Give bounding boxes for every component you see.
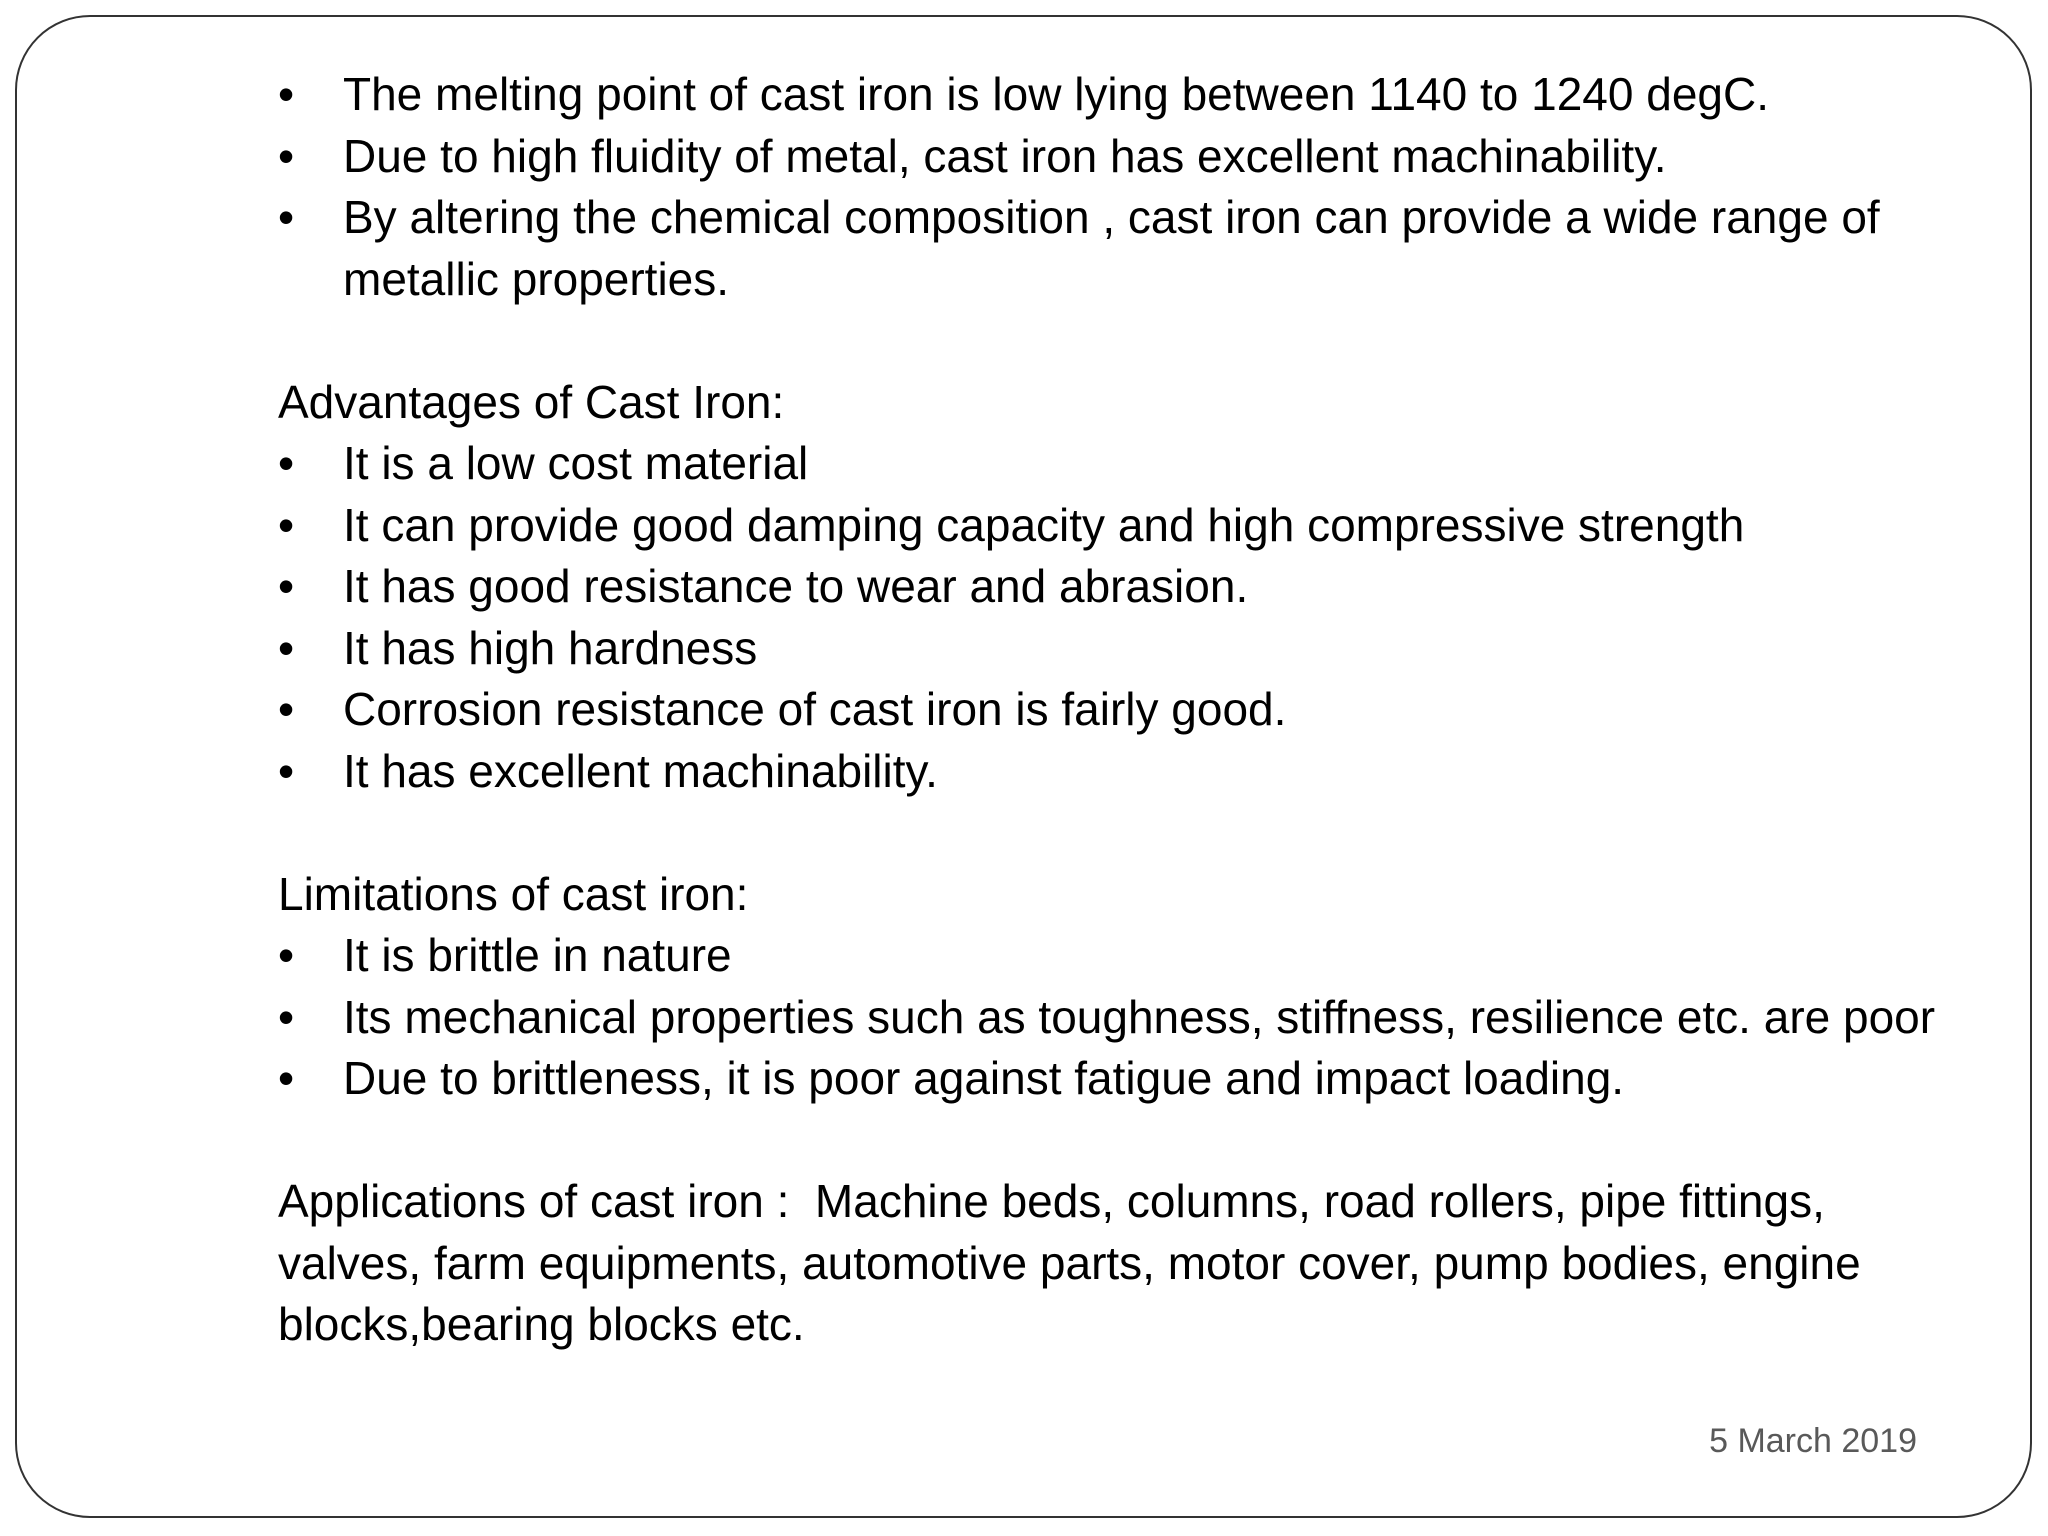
bullet-icon: • — [278, 683, 295, 735]
limitation-text: It is brittle in nature — [343, 929, 732, 981]
list-item — [278, 556, 1968, 618]
advantage-text: It has high hardness — [343, 621, 758, 674]
bullet-icon: • — [278, 929, 295, 981]
list-item — [278, 187, 1968, 310]
bullet-icon: • — [278, 68, 295, 120]
list-item — [278, 495, 1968, 557]
advantage-text: It can provide good damping capacity and high compressive strength — [343, 498, 1745, 551]
limitation-text: Its mechanical properties such as toughness, stiffness, resilience etc. are poor — [343, 990, 1936, 1043]
list-item — [278, 925, 1968, 987]
slide-content — [278, 64, 1968, 1356]
advantage-text: It has excellent machinability. — [343, 744, 938, 797]
list-item — [278, 433, 1968, 495]
bullet-icon: • — [278, 498, 295, 551]
list-item — [278, 126, 1968, 188]
advantage-text: Corrosion resistance of cast iron is fairly good. — [343, 683, 1287, 735]
list-item — [278, 741, 1968, 803]
intro-bullet-text: Due to high fluidity of metal, cast iron has excellent machinability. — [343, 129, 1667, 182]
bullet-icon: • — [278, 437, 295, 489]
bullet-icon: • — [278, 191, 295, 243]
section-spacer — [278, 802, 1968, 864]
limitations-heading: Limitations of cast iron: — [278, 867, 749, 920]
section-spacer — [278, 1110, 1968, 1172]
advantage-text: It has good resistance to wear and abrasion. — [343, 560, 1249, 612]
bullet-icon: • — [278, 560, 295, 612]
bullet-icon: • — [278, 744, 295, 797]
limitation-text: Due to brittleness, it is poor against fatigue and impact loading. — [343, 1052, 1625, 1104]
list-item — [278, 987, 1968, 1049]
section-spacer — [278, 310, 1968, 372]
intro-bullet-list — [278, 64, 1968, 310]
applications-paragraph: Applications of cast iron : Machine beds, columns, road rollers, pipe fittings, valves, farm equipments, automotive parts, motor cover, pump bodies, engine blocks,bearing blocks etc. — [278, 1175, 1874, 1350]
limitations-list — [278, 925, 1968, 1110]
advantage-text: It is a low cost material — [343, 437, 809, 489]
intro-bullet-text: The melting point of cast iron is low lying between 1140 to 1240 degC. — [343, 68, 1769, 120]
bullet-icon: • — [278, 129, 295, 182]
advantages-list — [278, 433, 1968, 802]
bullet-icon: • — [278, 990, 295, 1043]
list-item — [278, 679, 1968, 741]
bullet-icon: • — [278, 621, 295, 674]
advantages-heading: Advantages of Cast Iron: — [278, 375, 785, 428]
footer-date: 5 March 2019 — [1709, 1422, 1917, 1460]
list-item — [278, 64, 1968, 126]
list-item — [278, 1048, 1968, 1110]
intro-bullet-text: By altering the chemical composition , cast iron can provide a wide range of metallic properties. — [343, 191, 1880, 305]
bullet-icon: • — [278, 1052, 295, 1104]
list-item — [278, 618, 1968, 680]
